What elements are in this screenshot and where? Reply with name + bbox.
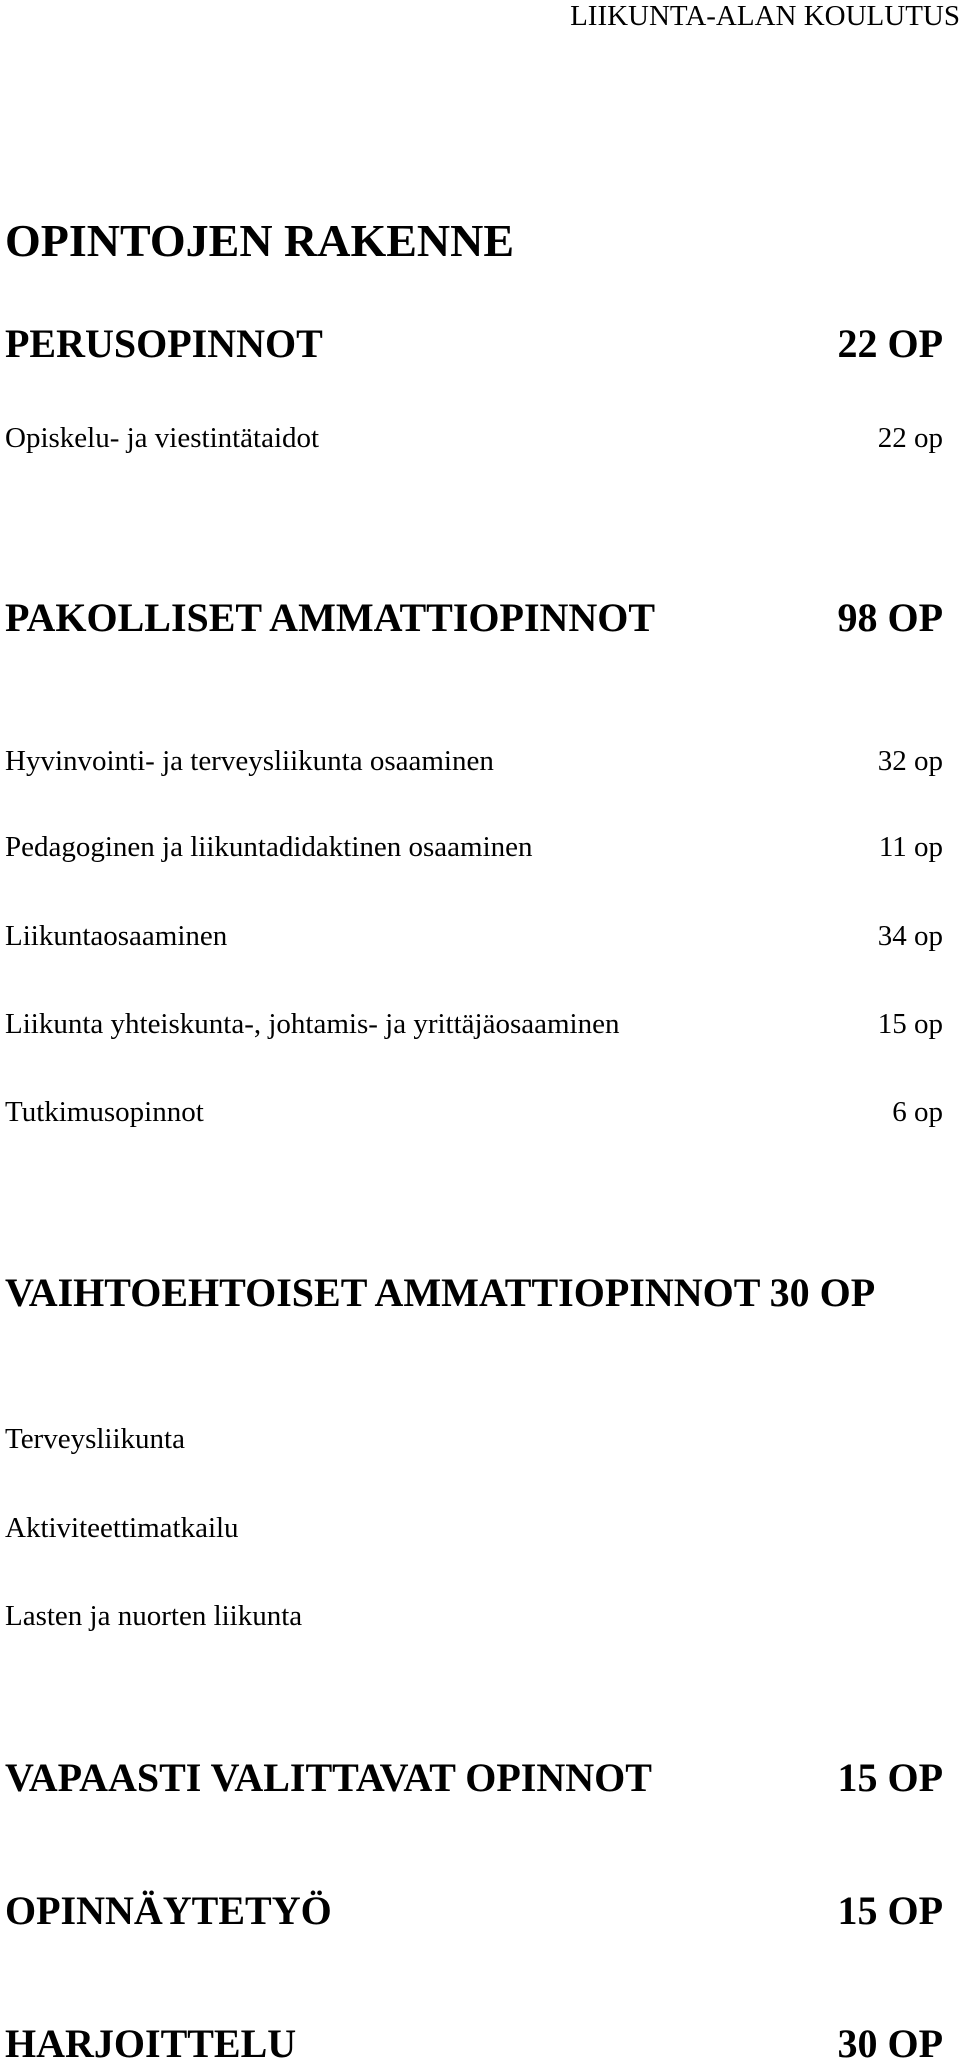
course-name: Liikunta yhteiskunta-, johtamis- ja yrittäjäosaaminen: [5, 1008, 620, 1040]
section-heading-vaihtoehtoiset: VAIHTOEHTOISET AMMATTIOPINNOT 30 OP: [5, 1270, 876, 1315]
page-header-title: LIIKUNTA-ALAN KOULUTUS: [570, 0, 960, 32]
section-heading-vapaasti: VAPAASTI VALITTAVAT OPINNOT: [5, 1755, 652, 1800]
course-credits: 11 op: [878, 831, 943, 863]
section-credits-perusopinnot: 22 OP: [837, 321, 943, 366]
course-credits: 22 op: [877, 422, 943, 454]
course-name: Liikuntaosaaminen: [5, 920, 228, 952]
course-name: Terveysliikunta: [5, 1423, 185, 1455]
section-heading-perusopinnot: PERUSOPINNOT: [5, 321, 323, 366]
course-credits: 6 op: [892, 1096, 943, 1128]
section-heading-opinnaytetyo: OPINNÄYTETYÖ: [5, 1888, 332, 1933]
course-name: Lasten ja nuorten liikunta: [5, 1600, 303, 1632]
section-credits-opinnaytetyo: 15 OP: [837, 1888, 943, 1933]
course-name: Tutkimusopinnot: [5, 1096, 204, 1128]
course-credits: 32 op: [877, 745, 943, 777]
section-credits-harjoittelu: 30 OP: [837, 2021, 943, 2066]
section-credits-pakolliset: 98 OP: [837, 595, 943, 640]
course-credits: 15 op: [877, 1008, 943, 1040]
course-name: Pedagoginen ja liikuntadidaktinen osaaminen: [5, 831, 533, 863]
document-title: OPINTOJEN RAKENNE: [5, 215, 515, 266]
course-name: Opiskelu- ja viestintätaidot: [5, 422, 320, 454]
section-heading-pakolliset: PAKOLLISET AMMATTIOPINNOT: [5, 595, 656, 640]
course-name: Hyvinvointi- ja terveysliikunta osaaminen: [5, 745, 494, 777]
section-credits-vapaasti: 15 OP: [837, 1755, 943, 1800]
course-credits: 34 op: [877, 920, 943, 952]
section-heading-harjoittelu: HARJOITTELU: [5, 2021, 297, 2066]
course-name: Aktiviteettimatkailu: [5, 1512, 239, 1544]
